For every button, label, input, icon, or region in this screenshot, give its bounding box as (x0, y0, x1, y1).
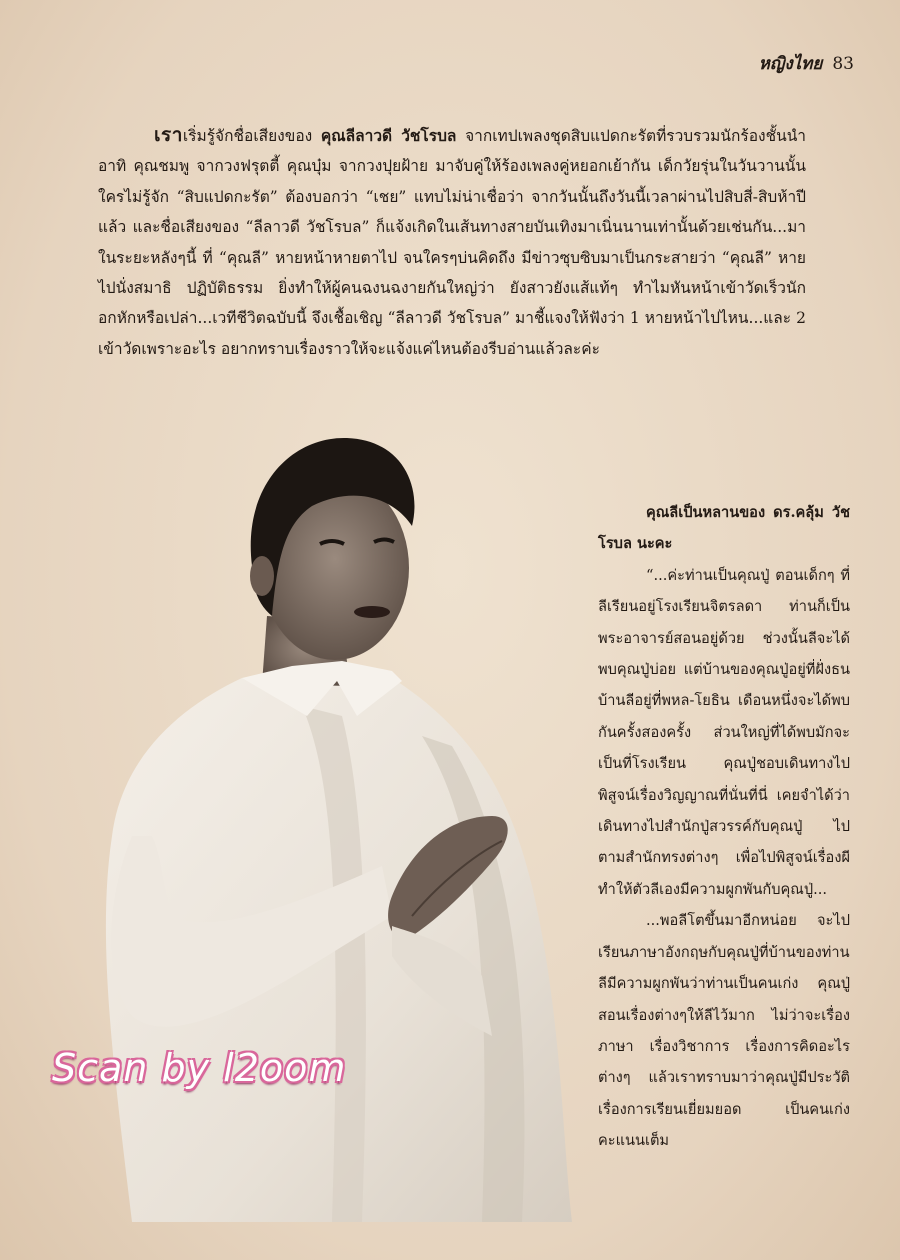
page-number: 83 (832, 54, 854, 74)
intro-paragraph (98, 120, 806, 364)
sidebar-paragraph-1: “...ค่ะท่านเป็นคุณปู่ ตอนเด็กๆ ที่ลีเรียนอยู่โรงเรียนจิตรลดา ท่านก็เป็นพระอาจารย์สอนอยู่ด้วย ช่วงนั้นลีจะได้พบคุณปู่บ่อย แต่บ้านของคุณปู่อยู่ที่ฝั่งธน บ้านลีอยู่ที่พหล-โยธิน เดือนหนึ่งจะได้พบกันครั้งสองครั้ง ส่วนใหญ่ที่ได้พบมักจะเป็นที่โรงเรียน คุณปู่ชอบเดินทางไปพิสูจน์เรื่องวิญญาณที่นั่นที่นี่ เคยจำได้ว่าเดินทางไปสำนักปู่สวรรค์กับคุณปู่ ไปตามสำนักทรงต่างๆ เพื่อไปพิสูจน์เรื่องผี ทำให้ตัวลีเองมีความผูกพันกับคุณปู่... (598, 566, 850, 898)
intro-text-1: เริ่มรู้จักชื่อเสียงของ (182, 127, 313, 145)
sidebar-heading: คุณลีเป็นหลานของ ดร.คลุ้ม วัชโรบล นะคะ (598, 504, 850, 553)
intro-text-2: จากเทปเพลงชุดสิบแปดกะรัตที่รวบรวมนักร้องชั้นนำ อาทิ คุณชมพู จากวงฟรุตตี้ คุณบุ๋ม จากวงปุยฝ้าย มาจับคู่ให้ร้องเพลงคู่หยอกเย้ากัน เด็กวัยรุ่นในวันวานนั้นใครไม่รู้จัก “สิบแปดกะรัต” ต้องบอกว่า “เชย” แทบไม่น่าเชื่อว่า จากวันนั้นถึงวันนี้เวลาผ่านไปสิบสี่-สิบห้าปีแล้ว และชื่อเสียงของ “ลีลาวดี วัชโรบล” ก็แจ้งเกิดในเส้นทางสายบันเทิงมาเนิ่นนานเท่านั้นด้วยเช่นกัน...มาในระยะหลังๆนี้ ที่ “คุณลี” หายหน้าหายตาไป จนใครๆบ่นคิดถึง มีข่าวซุบซิบมาเป็นกระสายว่า “คุณลี” หายไปนั่งสมาธิ ปฏิบัติธรรม ยิ่งทำให้ผู้คนฉงนฉงายกันใหญ่ว่า ยังสาวยังแส้แท้ๆ ทำไมหันหน้าเข้าวัดเร็วนัก อกหักหรือเปล่า...เวทีชีวิตฉบับนี้ จึงเชื้อเชิญ “ลีลาวดี วัชโรบล” มาชี้แจงให้ฟังว่า 1 หายหน้าไปไหน...และ 2 เข้าวัดเพราะอะไร อยากทราบเรื่องราวให้จะแจ้งแค่ไหนต้องรีบอ่านแล้วละค่ะ (98, 127, 806, 358)
sidebar-column (598, 497, 850, 1157)
page-header (759, 50, 854, 77)
portrait-photo (92, 416, 592, 1222)
magazine-name: หญิงไทย (758, 54, 823, 74)
scan-watermark: Scan by l2oom (52, 1046, 347, 1090)
woman-praying-image (92, 416, 592, 1222)
intro-lead-letters: เรา (154, 124, 183, 146)
sidebar-paragraph-2: ...พอลีโตขึ้นมาอีกหน่อย จะไปเรียนภาษาอังกฤษกับคุณปู่ที่บ้านของท่าน ลีมีความผูกพันว่าท่านเป็นคนเก่ง คุณปู่สอนเรื่องต่างๆให้ลีไว้มาก ไม่ว่าจะเรื่องภาษา เรื่องวิชาการ เรื่องการคิดอะไรต่างๆ แล้วเราทราบมาว่าคุณปู่มีประวัติเรื่องการเรียนเยี่ยมยอด เป็นคนเก่ง คะแนนเต็ม (598, 912, 850, 1150)
intro-name-bold: คุณลีลาวดี วัชโรบล (320, 126, 457, 145)
